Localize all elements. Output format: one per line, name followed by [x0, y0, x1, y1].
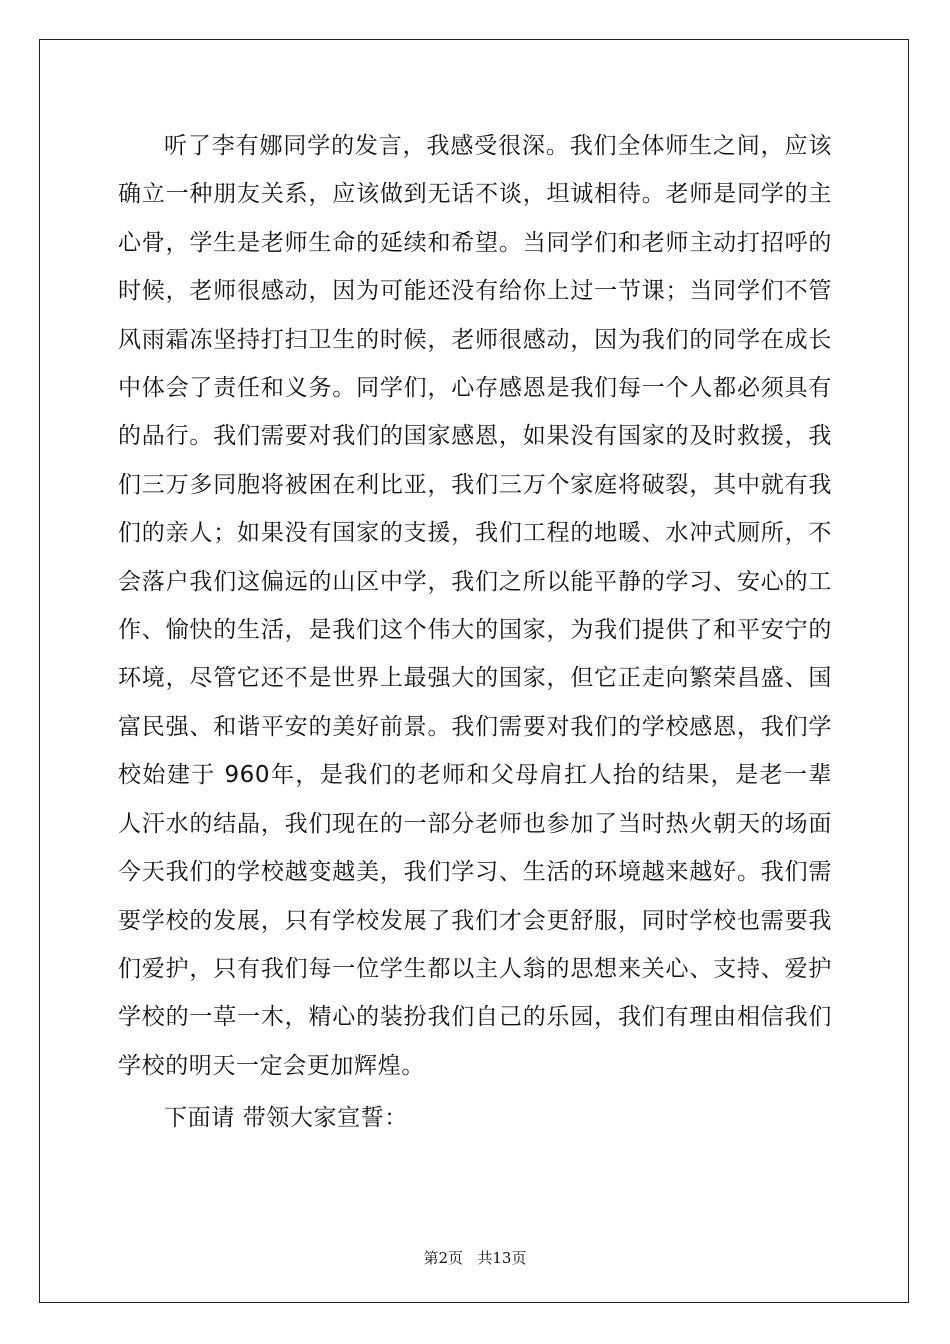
page-number: 第2页: [423, 1249, 464, 1267]
document-body: [118, 122, 832, 1143]
page-total: 共13页: [477, 1249, 527, 1267]
page-footer: [0, 1247, 950, 1268]
oath-intro-paragraph: 下面请 带领大家宣誓：: [164, 1105, 408, 1132]
body-paragraph: 听了李有娜同学的发言，我感受很深。我们全体师生之间，应该确立一种朋友关系，应该做到无话不谈，坦诚相待。老师是同学的主心骨，学生是老师生命的延续和希望。当同学们和老师主动打招呼的时候，老师很感动，因为可能还没有给你上过一节课；当同学们不管风雨霜冻坚持打扫卫生的时候，老师很感动，因为我们的同学在成长中体会了责任和义务。同学们，心存感恩是我们每一个人都必须具有的品行。我们需要对我们的国家感恩，如果没有国家的及时救援，我们三万多同胞将被困在利比亚，我们三万个家庭将破裂，其中就有我们的亲人；如果没有国家的支援，我们工程的地暖、水冲式厕所，不会落户我们这偏远的山区中学，我们之所以能平静的学习、安心的工作、愉快的生活，是我们这个伟大的国家，为我们提供了和平安宁的环境，尽管它还不是世界上最强大的国家，但它正走向繁荣昌盛、国富民强、和谐平安的美好前景。我们需要对我们的学校感恩，我们学校始建于 960年，是我们的老师和父母肩扛人抬的结果，是老一辈人汗水的结晶，我们现在的一部分老师也参加了当时热火朝天的场面今天我们的学校越变越美，我们学习、生活的环境越来越好。我们需要学校的发展，只有学校发展了我们才会更舒服，同时学校也需要我们爱护，只有我们每一位学生都以主人翁的思想来关心、支持、爱护学校的一草一木，精心的装扮我们自己的乐园，我们有理由相信我们学校的明天一定会更加辉煌。: [118, 133, 832, 1079]
